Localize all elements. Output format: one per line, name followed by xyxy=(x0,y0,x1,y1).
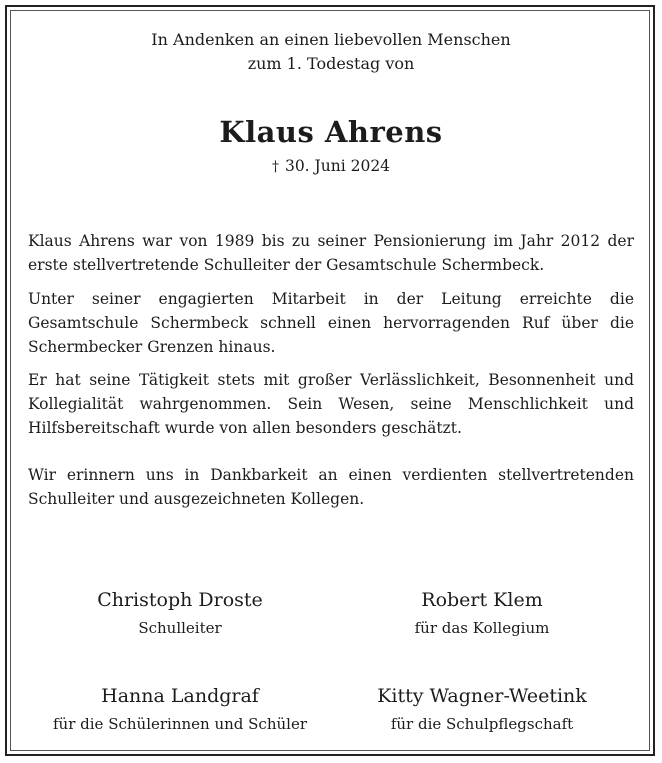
signatory-role: für die Schulpflegschaft xyxy=(390,715,574,733)
signatory-name: Robert Klem xyxy=(421,589,543,611)
paragraph-reputation: Unter seiner engagierten Mitarbeit in der Leitung erreichte die Gesamtschule Schermbeck schnell einen hervorragenden Ruf über die Schermbecker Grenzen hinaus. xyxy=(28,290,634,356)
deceased-name: Klaus Ahrens xyxy=(219,115,443,149)
signatory-block xyxy=(342,683,622,737)
paragraph-career: Klaus Ahrens war von 1989 bis zu seiner Pensionierung im Jahr 2012 der erste stellvertretende Schulleiter der Gesamtschule Schermbeck. xyxy=(28,232,634,274)
signatory-block xyxy=(342,587,622,641)
signatory-block xyxy=(28,683,332,737)
death-date: 30. Juni 2024 xyxy=(284,157,391,175)
death-date-line xyxy=(0,155,662,178)
signatory-name: Hanna Landgraf xyxy=(101,685,259,707)
intro-line-1: In Andenken an einen liebevollen Menschen xyxy=(151,30,511,49)
cross-icon: † xyxy=(271,159,279,175)
paragraph-remembrance: Wir erinnern uns in Dankbarkeit an einen verdienten stellvertretenden Schulleiter und ausgezeichneten Kollegen. xyxy=(28,466,634,508)
signatory-role: Schulleiter xyxy=(138,619,222,637)
signatory-block xyxy=(40,587,320,641)
signatory-name: Christoph Droste xyxy=(97,589,263,611)
signatory-role: für die Schülerinnen und Schüler xyxy=(53,715,307,733)
intro-line-2: zum 1. Todestag von xyxy=(247,54,415,73)
signatory-role: für das Kollegium xyxy=(414,619,550,637)
paragraph-character: Er hat seine Tätigkeit stets mit großer Verlässlichkeit, Besonnenheit und Kollegialität wahrgenommen. Sein Wesen, seine Menschlichkeit und Hilfsbereitschaft wurde von allen besonders geschätzt. xyxy=(28,371,634,437)
signatory-name: Kitty Wagner-Weetink xyxy=(377,685,587,707)
